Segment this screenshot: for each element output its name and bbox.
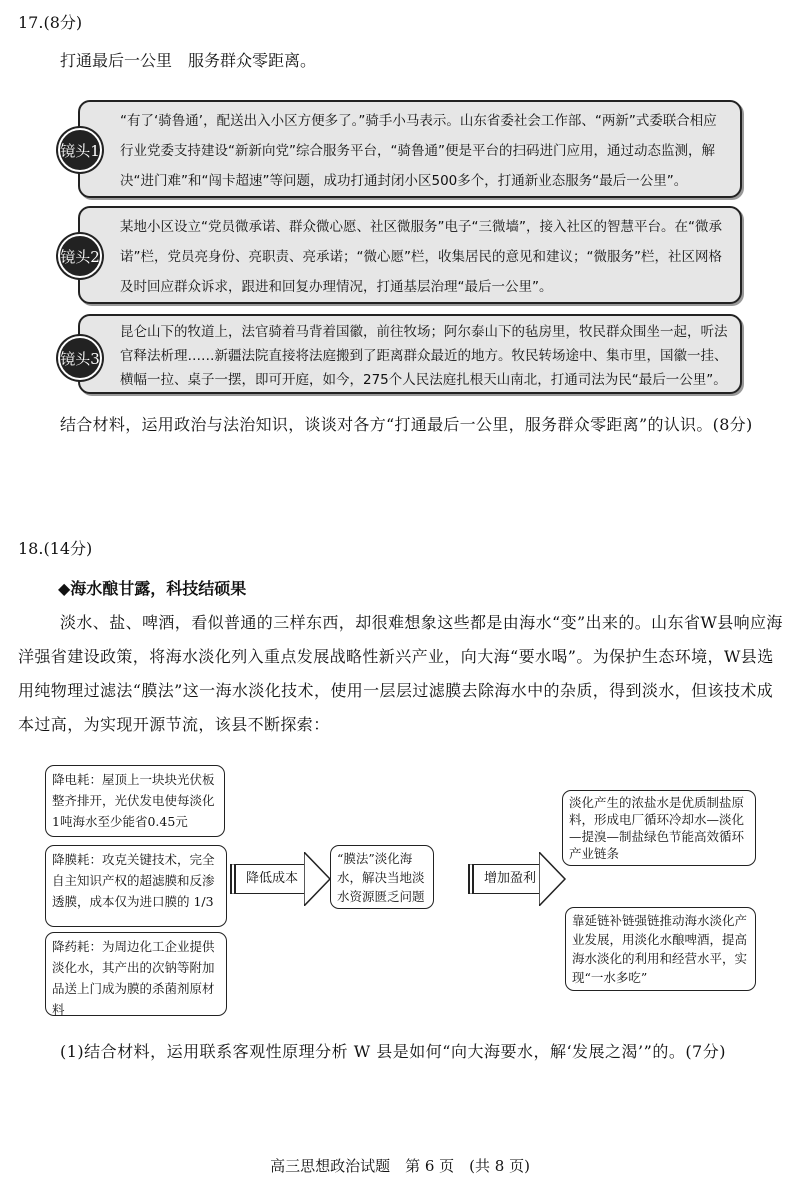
diagram-right-box-1: 淡化产生的浓盐水是优质制盐原料，形成电厂循环冷却水—淡化—提溴—制盐绿色节能高效循环产业链条 (562, 790, 756, 866)
q17-title: 打通最后一公里 服务群众零距离。 (60, 51, 317, 70)
q17-number: 17.(8分) (18, 13, 83, 32)
q18-sub1: (1)结合材料，运用联系客观性原理分析 W 县是如何“向大海要水，解‘发展之渴’”的。(7分) (60, 1042, 726, 1061)
lens-box-3 (78, 314, 742, 394)
lens-text: 昆仑山下的牧道上，法官骑着马背着国徽，前往牧场；阿尔泰山下的毡房里，牧民群众围坐一起，听法官释法析理……新疆法院直接将法庭搬到了距离群众最近的地方。牧民转场途中、集市里，国徽一挂、横幅一拉、桌子一摆，即可开庭，如今，275个人民法庭扎根天山南北，打通司法为民“最后一公里”。 (120, 324, 728, 388)
page-footer: 高三思想政治试题 第 6 页 (共 8 页) (270, 1157, 530, 1175)
lens-box-1 (78, 100, 742, 198)
q18-number: 18.(14分) (18, 539, 93, 558)
diagram-left-box-1: 降电耗：屋顶上一块块光伏板整齐排开，光伏发电使每淡化1吨海水至少能省0.45元 (45, 765, 225, 837)
diagram-center-box: “膜法”淡化海水，解决当地淡水资源匮乏问题 (330, 845, 434, 909)
arrow-increase-profit (468, 852, 568, 906)
lens-text: 某地小区设立“党员微承诺、群众微心愿、社区微服务”电子“三微墙”，接入社区的智慧平台。在“微承诺”栏，党员亮身份、亮职责、亮承诺；“微心愿”栏，收集居民的意见和建议；“微服务”栏，社区网格及时回应群众诉求，跟进和回复办理情况，打通基层治理“最后一公里”。 (120, 219, 722, 295)
q17-question: 结合材料，运用政治与法治知识，谈谈对各方“打通最后一公里，服务群众零距离”的认识。(8分) (60, 415, 753, 434)
arrow-label: 降低成本 (230, 864, 305, 894)
diagram-left-box-2: 降膜耗：攻克关键技术，完全自主知识产权的超滤膜和反渗透膜，成本仅为进口膜的 1/3 (45, 845, 227, 927)
arrow-label: 增加盈利 (468, 864, 540, 894)
arrow-head-icon (304, 852, 332, 906)
lens-box-2 (78, 206, 742, 304)
diagram-left-box-3: 降药耗：为周边化工企业提供淡化水，其产出的次钠等附加品送上门成为膜的杀菌剂原材料 (45, 932, 227, 1016)
diagram-right-box-2: 靠延链补链强链推动海水淡化产业发展，用淡化水酿啤酒，提高海水淡化的利用和经营水平，实现“一水多吃” (565, 907, 756, 991)
lens-badge-2: 镜头2 (58, 234, 102, 278)
lens-text: “有了‘骑鲁通’，配送出入小区方便多了。”骑手小马表示。山东省委社会工作部、“两新”式委联合相应行业党委支持建设“新新向党”综合服务平台，“骑鲁通”便是平台的扫码进门应用，通过动态监测，解决“进门难”和“闯卡超速”等问题，成功打通封闭小区500多个，打通新业态服务“最后一公里”。 (120, 113, 717, 189)
arrow-reduce-cost (230, 852, 330, 906)
lens-badge-1: 镜头1 (58, 128, 102, 172)
lens-badge-3: 镜头3 (58, 336, 102, 380)
q18-paragraph: 淡水、盐、啤酒，看似普通的三样东西，却很难想象这些都是由海水“变”出来的。山东省W县响应海洋强省建设政策，将海水淡化列入重点发展战略性新兴产业，向大海“要水喝”。为保护生态环境，W县选用纯物理过滤法“膜法”这一海水淡化技术，使用一层层过滤膜去除海水中的杂质，得到淡水，但该技术成本过高，为实现开源节流，该县不断探索： (18, 613, 783, 734)
q18-heading: ◆海水酿甘露，科技结硕果 (58, 579, 247, 598)
